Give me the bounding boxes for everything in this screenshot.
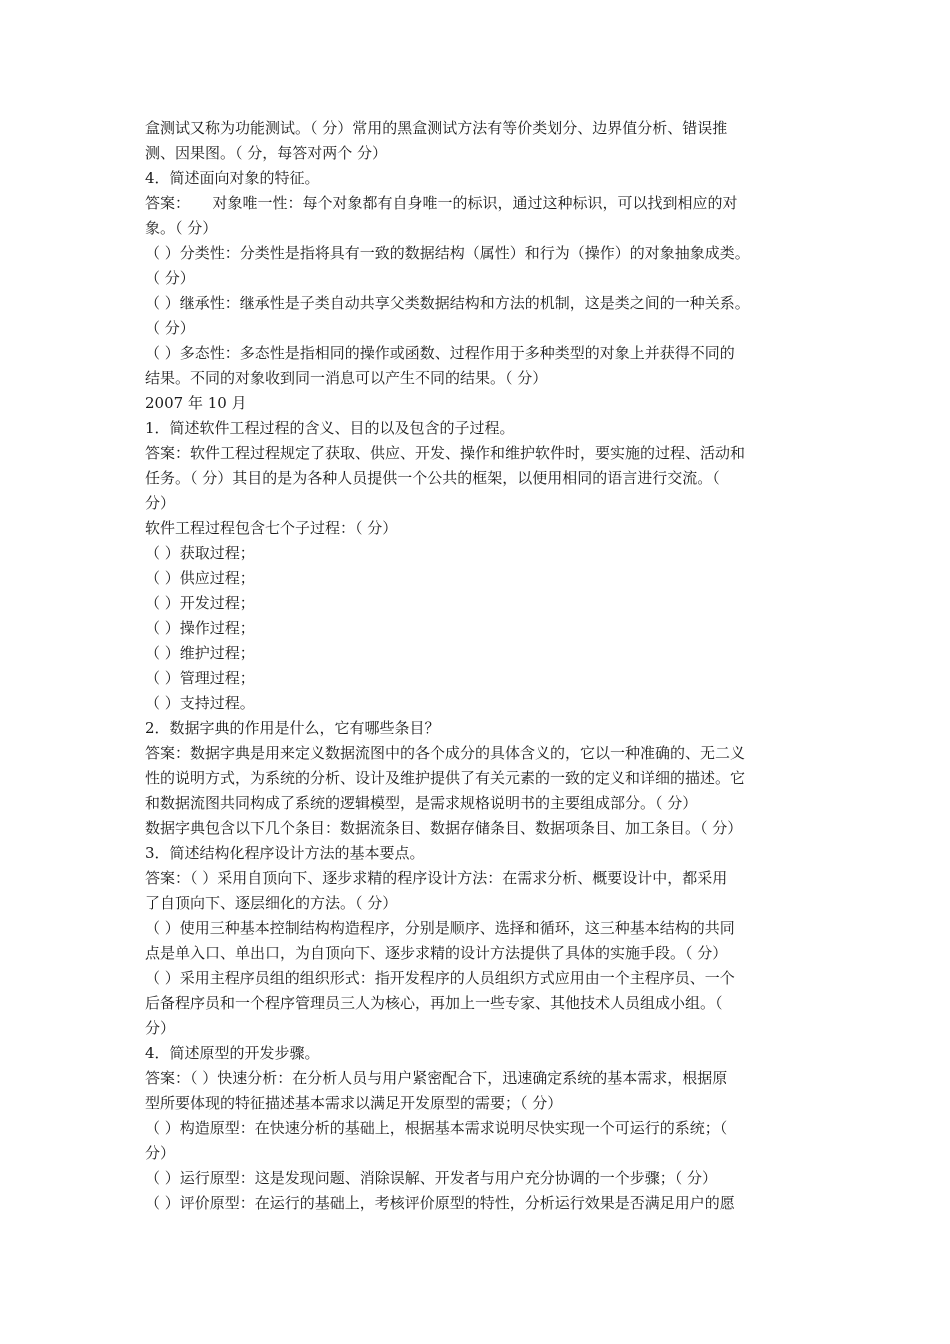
text-line: （ ）支持过程。 <box>145 694 255 712</box>
text-line: 2007 年 10 月 <box>145 394 247 412</box>
text-line: 后备程序员和一个程序管理员三人为核心，再加上一些专家、其他技术人员组成小组。（ <box>145 994 723 1012</box>
text-line: 分） <box>145 1019 176 1037</box>
document-page <box>145 116 810 1216</box>
text-line: 1．简述软件工程过程的含义、目的以及包含的子过程。 <box>145 419 515 437</box>
text-line: （ ）维护过程； <box>145 644 255 662</box>
text-line: （ ）供应过程； <box>145 569 255 587</box>
text-line: 2．数据字典的作用是什么，它有哪些条目？ <box>145 719 440 737</box>
text-line: 答案：数据字典是用来定义数据流图中的各个成分的具体含义的，它以一种准确的、无二义 <box>145 744 746 762</box>
text-line: （ ）构造原型：在快速分析的基础上，根据基本需求说明尽快实现一个可运行的系统；（ <box>145 1119 728 1137</box>
text-line: （ 分） <box>145 319 195 337</box>
text-line: 象。（ 分） <box>145 219 218 237</box>
text-line: 结果。不同的对象收到同一消息可以产生不同的结果。（ 分） <box>145 369 548 387</box>
text-line: （ ）运行原型：这是发现问题、消除误解、开发者与用户充分协调的一个步骤；（ 分） <box>145 1169 718 1187</box>
text-line: 和数据流图共同构成了系统的逻辑模型，是需求规格说明书的主要组成部分。（ 分） <box>145 794 698 812</box>
text-line: 4．简述面向对象的特征。 <box>145 169 320 187</box>
text-line: 4．简述原型的开发步骤。 <box>145 1044 320 1062</box>
text-line: （ ）开发过程； <box>145 594 255 612</box>
text-line: 答案：（ ）采用自顶向下、逐步求精的程序设计方法：在需求分析、概要设计中，都采用 <box>145 869 728 887</box>
text-line: 性的说明方式，为系统的分析、设计及维护提供了有关元素的一致的定义和详细的描述。它 <box>145 769 746 787</box>
text-line: 型所要体现的特征描述基本需求以满足开发原型的需要；（ 分） <box>145 1094 563 1112</box>
text-line: 盒测试又称为功能测试。（ 分）常用的黑盒测试方法有等价类划分、边界值分析、错误推 <box>145 119 728 137</box>
text-line: （ ）使用三种基本控制结构构造程序，分别是顺序、选择和循环，这三种基本结构的共同 <box>145 919 735 937</box>
text-line: 分） <box>145 494 176 512</box>
text-line: 测、因果图。（ 分，每答对两个 分） <box>145 144 388 162</box>
text-line: 任务。（ 分）其目的是为各种人员提供一个公共的框架，以便用相同的语言进行交流。（ <box>145 469 720 487</box>
text-line: （ 分） <box>145 269 195 287</box>
text-line: 答案：（ ）快速分析：在分析人员与用户紧密配合下，迅速确定系统的基本需求，根据原 <box>145 1069 728 1087</box>
text-line: 数据字典包含以下几个条目：数据流条目、数据存储条目、数据项条目、加工条目。（ 分） <box>145 819 743 837</box>
text-line: 软件工程过程包含七个子过程：（ 分） <box>145 519 398 537</box>
text-line: （ ）获取过程； <box>145 544 255 562</box>
text-line: （ ）分类性：分类性是指将具有一致的数据结构（属性）和行为（操作）的对象抽象成类。 <box>145 244 750 262</box>
text-line: （ ）管理过程； <box>145 669 255 687</box>
text-line: （ ）评价原型：在运行的基础上，考核评价原型的特性，分析运行效果是否满足用户的愿 <box>145 1194 735 1212</box>
text-line: 答案： 对象唯一性：每个对象都有自身唯一的标识，通过这种标识，可以找到相应的对 <box>145 194 738 212</box>
text-line: （ ）采用主程序员组的组织形式：指开发程序的人员组织方式应用由一个主程序员、一个 <box>145 969 735 987</box>
text-line: （ ）继承性：继承性是子类自动共享父类数据结构和方法的机制，这是类之间的一种关系。 <box>145 294 750 312</box>
text-line: （ ）多态性：多态性是指相同的操作或函数、过程作用于多种类型的对象上并获得不同的 <box>145 344 735 362</box>
text-line: （ ）操作过程； <box>145 619 255 637</box>
text-line: 答案：软件工程过程规定了获取、供应、开发、操作和维护软件时，要实施的过程、活动和 <box>145 444 746 462</box>
text-line: 点是单入口、单出口，为自顶向下、逐步求精的设计方法提供了具体的实施手段。（ 分） <box>145 944 728 962</box>
text-line: 分） <box>145 1144 176 1162</box>
text-line: 了自顶向下、逐层细化的方法。（ 分） <box>145 894 398 912</box>
text-line: 3．简述结构化程序设计方法的基本要点。 <box>145 844 425 862</box>
